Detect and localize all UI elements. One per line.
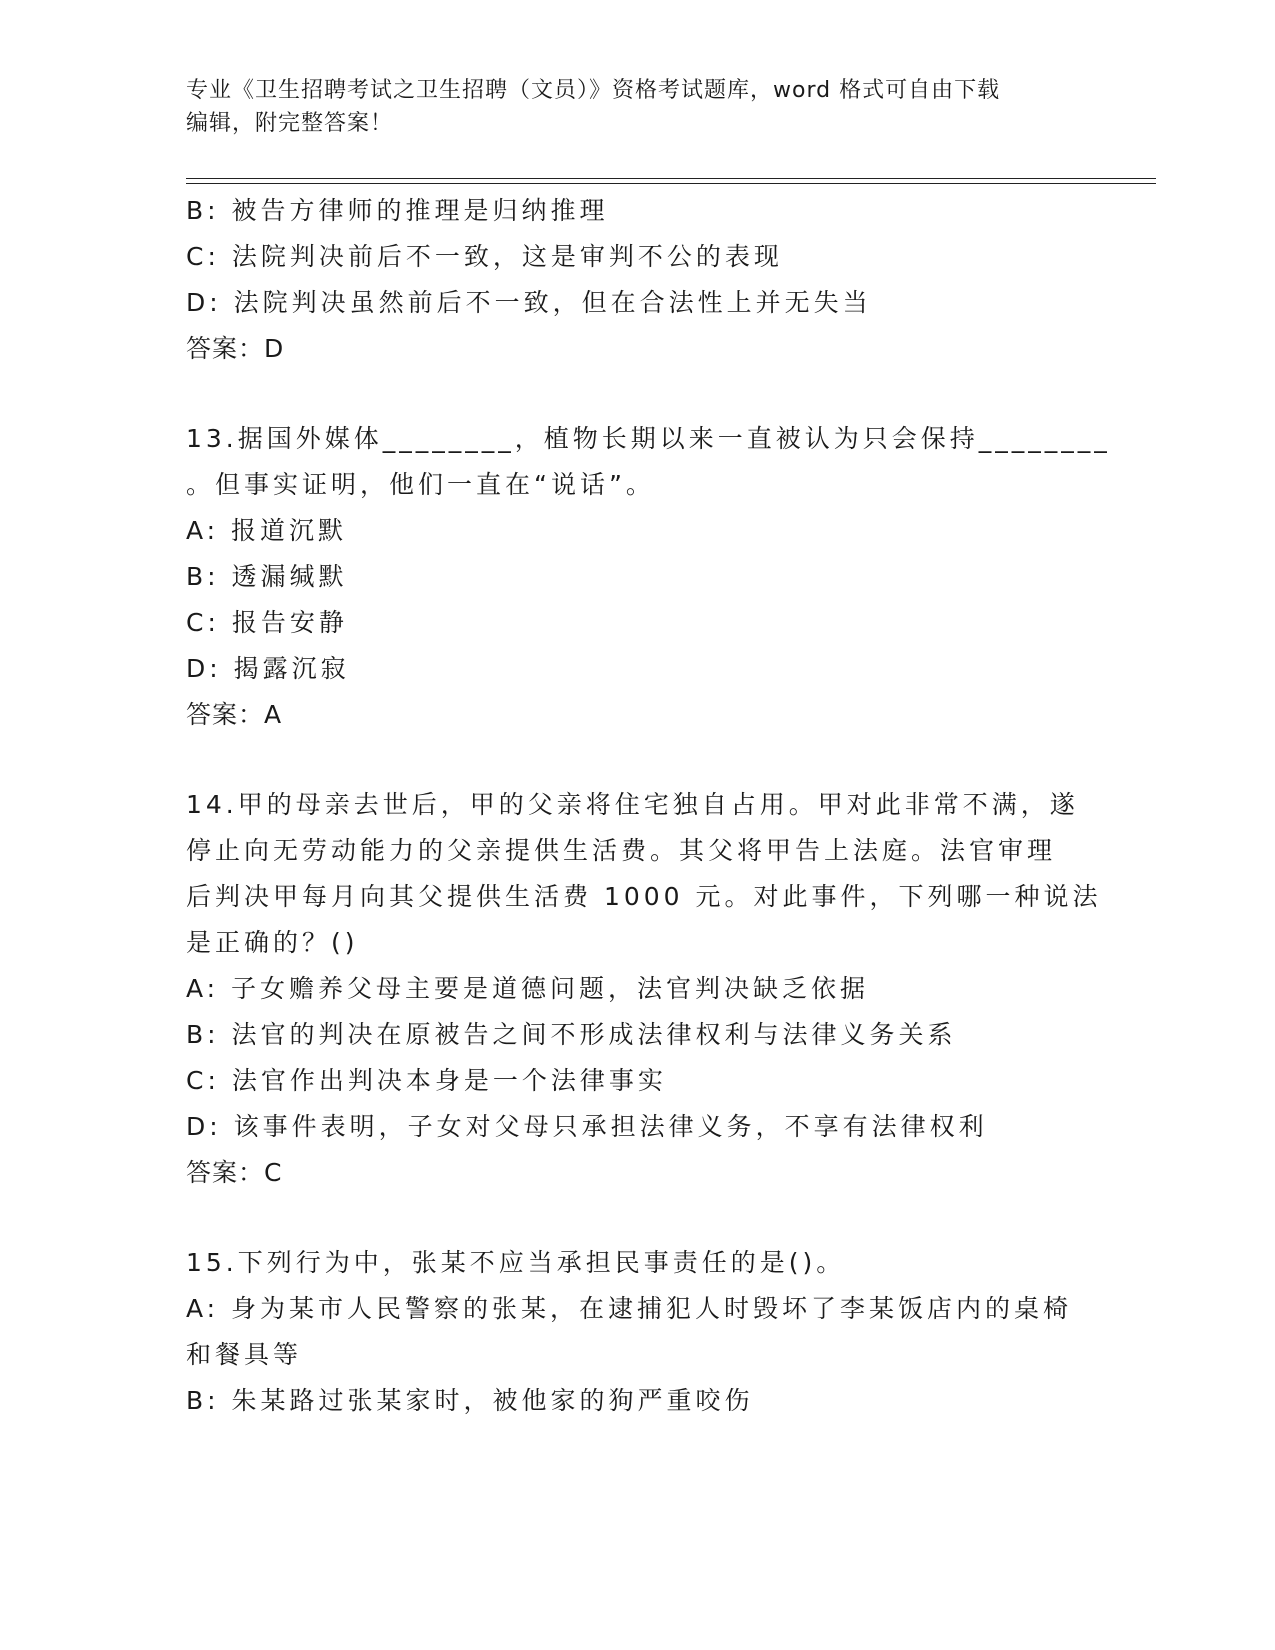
question-stem-line: 13.据国外媒体________，植物长期以来一直被认为只会保持________ (186, 424, 1111, 453)
question-15 (186, 1240, 1086, 1424)
answer-label: 答案：A (186, 700, 283, 729)
question-14 (186, 782, 1102, 1196)
header-divider-bottom (186, 183, 1156, 184)
option-d: D: 该事件表明，子女对父母只承担法律义务，不享有法律权利 (186, 1112, 988, 1141)
header-line-1: 专业《卫生招聘考试之卫生招聘（文员）》资格考试题库，word 格式可自由下载 (186, 78, 1001, 103)
option-c: C: 法官作出判决本身是一个法律事实 (186, 1066, 667, 1095)
option-a: A: 子女赡养父母主要是道德问题，法官判决缺乏依据 (186, 974, 870, 1003)
page-header (186, 74, 1086, 140)
question-12-tail (186, 188, 1086, 372)
question-stem-line: 14.甲的母亲去世后，甲的父亲将住宅独自占用。甲对此非常不满，遂 (186, 790, 1079, 819)
question-stem-line: 。但事实证明，他们一直在“说话”。 (186, 470, 655, 499)
question-13 (186, 416, 1111, 738)
option-a: A: 报道沉默 (186, 516, 348, 545)
option-b: B: 法官的判决在原被告之间不形成法律权利与法律义务关系 (186, 1020, 957, 1049)
option-d: D: 法院判决虽然前后不一致，但在合法性上并无失当 (186, 288, 872, 317)
question-stem-line: 后判决甲每月向其父提供生活费 1000 元。对此事件，下列哪一种说法 (186, 882, 1102, 911)
header-divider-top (186, 178, 1156, 179)
question-stem-line: 停止向无劳动能力的父亲提供生活费。其父将甲告上法庭。法官审理 (186, 836, 1057, 865)
option-d: D: 揭露沉寂 (186, 654, 350, 683)
option-b: B: 被告方律师的推理是归纳推理 (186, 196, 609, 225)
option-b: B: 朱某路过张某家时，被他家的狗严重咬伤 (186, 1386, 754, 1415)
option-c: C: 报告安静 (186, 608, 348, 637)
option-b: B: 透漏缄默 (186, 562, 348, 591)
option-a: A: 身为某市人民警察的张某，在逮捕犯人时毁坏了李某饭店内的桌椅 (186, 1294, 1073, 1323)
answer-label: 答案：D (186, 334, 285, 363)
option-a-continued: 和餐具等 (186, 1340, 303, 1369)
option-c: C: 法院判决前后不一致，这是审判不公的表现 (186, 242, 783, 271)
question-stem-line: 是正确的？() (186, 928, 359, 957)
answer-label: 答案：C (186, 1158, 283, 1187)
question-stem-line: 15.下列行为中，张某不应当承担民事责任的是()。 (186, 1248, 846, 1277)
question-content (186, 188, 1111, 1424)
header-line-2: 编辑，附完整答案！ (186, 111, 394, 136)
